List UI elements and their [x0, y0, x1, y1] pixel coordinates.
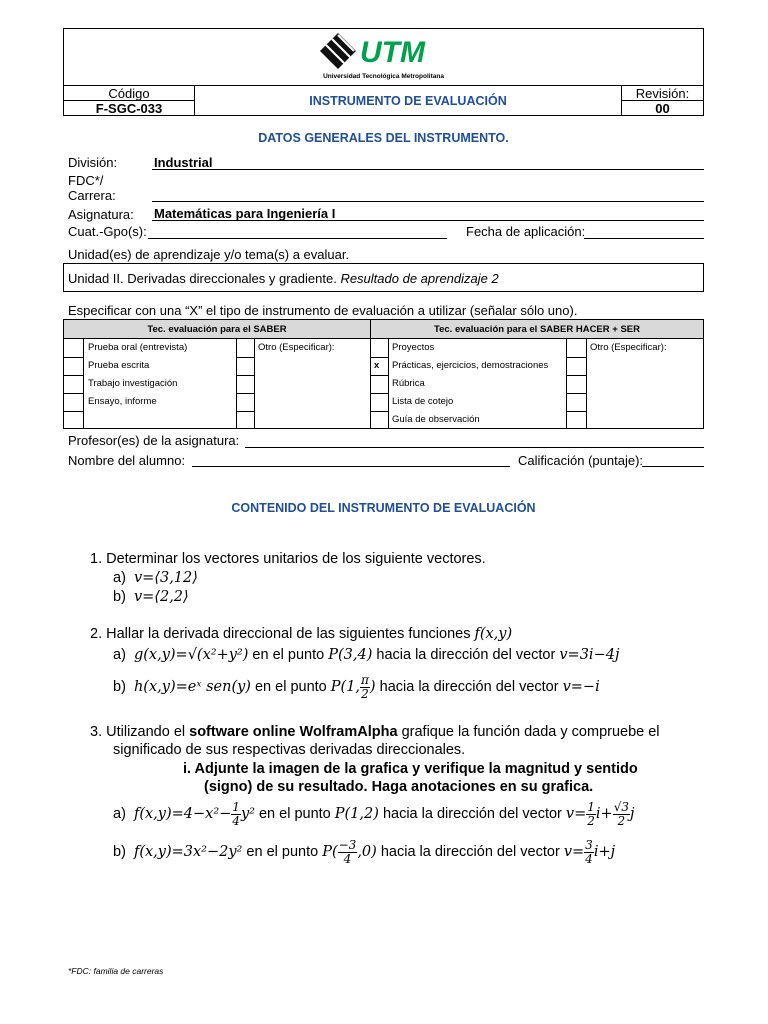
q3-line2: significado de sus respectivas derivadas direccionales.	[113, 742, 466, 758]
checkbox-saber-3[interactable]	[64, 375, 83, 393]
footnote: *FDC: familia de carreras	[68, 966, 164, 976]
university-name: Universidad Tecnológica Metropolitana	[323, 73, 444, 80]
content-heading: CONTENIDO DEL INSTRUMENTO DE EVALUACIÓN	[231, 501, 536, 515]
wolfram-text: software online WolframAlpha	[189, 724, 398, 740]
saber-otro-label: Otro (Especificar):	[258, 342, 335, 353]
saber-item: Prueba escrita	[88, 360, 150, 371]
question-1: 1. Determinar los vectores unitarios de los siguiente vectores.	[90, 551, 486, 567]
checkbox-saber-1[interactable]	[64, 339, 83, 357]
selected-mark[interactable]: x	[374, 360, 380, 371]
utm-logo	[314, 31, 454, 71]
q3b-function: f(x,y)=3x²−2y²	[133, 844, 243, 860]
q1a	[113, 570, 198, 586]
q1a-label: a)	[113, 570, 126, 586]
fecha-line	[584, 238, 704, 239]
especificar-text: Especificar con una “X” el tipo de instrumento de evaluación a utilizar (señalar sólo uno).	[68, 303, 578, 318]
revision-label: Revisión:	[621, 86, 703, 101]
cuat-label: Cuat.-Gpo(s):	[68, 224, 147, 239]
hacer-item: Guía de observación	[392, 414, 480, 425]
q1b-math: v=⟨2,2⟩	[133, 589, 189, 605]
q1b-label: b)	[113, 589, 126, 605]
q3-i-line1: i. Adjunte la imagen de la grafica y verifique la magnitud y sentido	[183, 761, 638, 777]
revision-value: 00	[621, 101, 703, 116]
document-header	[63, 28, 704, 116]
q1a-math: v=⟨3,12⟩	[133, 570, 198, 586]
fdc-label: FDC*/	[68, 173, 104, 188]
instrument-type-table	[63, 319, 704, 429]
q3a-function: f(x,y)=4−x²− $\frac{1}{4}$ y²	[133, 799, 255, 828]
carrera-line	[152, 201, 704, 202]
question-3: 3. Utilizando el software online WolframAlpha grafique la función dada y compruebe el	[90, 724, 660, 740]
q2b-function: h(x,y)=eˣ sen(y)	[133, 679, 251, 695]
hacer-item: Prácticas, ejercicios, demostraciones	[392, 360, 549, 371]
q2b-point: P(1, $\frac{\pi}{2}$ )	[330, 672, 376, 701]
logo-area	[64, 29, 703, 85]
q3a-point: P(1,2)	[334, 806, 379, 822]
division-line	[152, 169, 704, 170]
q3b: b) f(x,y)=3x²−2y² en el punto P( $\frac{-3}{4}$ ,0) hacia la dirección del vector v= $\frac{3}{4}$ i+j	[113, 837, 616, 866]
unidad-label: Unidad(es) de aprendizaje y/o tema(s) a evaluar.	[68, 247, 350, 262]
carrera-label: Carrera:	[68, 188, 116, 203]
hacer-header: Tec. evaluación para el SABER HACER + SER	[370, 320, 703, 339]
q3a: a) f(x,y)=4−x²− $\frac{1}{4}$ y² en el punto P(1,2) hacia la dirección del vector v= $\frac{1}{2}$ i+ $\frac{√3}{2}$ j	[113, 799, 635, 828]
unidad-box	[63, 263, 704, 292]
saber-item: Ensayo, informe	[88, 396, 157, 407]
saber-item: Trabajo investigación	[88, 378, 178, 389]
checkbox-saber-4[interactable]	[64, 393, 83, 411]
q3a-vector: v= $\frac{1}{2}$ i+ $\frac{√3}{2}$ j	[565, 799, 635, 828]
codigo-label: Código	[64, 86, 195, 101]
question-2: 2. Hallar la derivada direccional de las siguientes funciones f(x,y)	[90, 626, 513, 642]
hacer-otro-label: Otro (Especificar):	[590, 342, 667, 353]
asignatura-value: Matemáticas para Ingeniería I	[154, 206, 336, 221]
codigo-value: F-SGC-033	[64, 101, 195, 116]
q2a: a) g(x,y)=√(x²+y²) en el punto P(3,4) hacia la dirección del vector v=3i−4j	[113, 647, 620, 663]
fecha-label: Fecha de aplicación:	[466, 224, 586, 239]
general-heading: DATOS GENERALES DEL INSTRUMENTO.	[258, 131, 509, 145]
hacer-item: Lista de cotejo	[392, 396, 454, 407]
unidad-value: Unidad II. Derivadas direccionales y gradiente.	[68, 271, 337, 286]
alumno-label: Nombre del alumno:	[68, 453, 186, 468]
saber-header: Tec. evaluación para el SABER	[64, 320, 370, 339]
q2a-point: P(3,4)	[328, 647, 373, 663]
profesor-line	[245, 447, 704, 448]
brand-text: UTM	[360, 36, 425, 69]
checkbox-saber-2[interactable]	[64, 357, 83, 375]
calificacion-line	[642, 466, 704, 467]
unidad-resultado: Resultado de aprendizaje 2	[340, 271, 499, 286]
q2b-vector: v=−i	[562, 679, 600, 695]
hacer-item: Rúbrica	[392, 378, 425, 389]
profesor-label: Profesor(es) de la asignatura:	[68, 433, 240, 448]
cuat-line	[148, 238, 447, 239]
saber-item: Prueba oral (entrevista)	[88, 342, 188, 353]
q3b-point: P( $\frac{-3}{4}$ ,0)	[322, 837, 377, 866]
division-label: División:	[68, 155, 118, 170]
asignatura-line	[152, 220, 704, 221]
q2a-function: g(x,y)=√(x²+y²)	[133, 647, 249, 663]
q3-i-line2: (signo) de su resultado. Haga anotaciones en su grafica.	[204, 779, 594, 795]
q3b-vector: v= $\frac{3}{4}$ i+j	[563, 837, 616, 866]
alumno-line	[192, 466, 510, 467]
q2-function: f(x,y)	[474, 626, 513, 642]
hacer-item: Proyectos	[392, 342, 435, 353]
q2b: b) h(x,y)=eˣ sen(y) en el punto P(1, $\frac{\pi}{2}$ ) hacia la dirección del vector v=−i	[113, 672, 600, 701]
division-value: Industrial	[154, 155, 213, 170]
q2a-vector: v=3i−4j	[559, 647, 620, 663]
q1b	[113, 589, 189, 605]
calificacion-label: Calificación (puntaje):	[518, 453, 644, 468]
document-title: INSTRUMENTO DE EVALUACIÓN	[309, 94, 507, 108]
asignatura-label: Asignatura:	[68, 207, 134, 222]
